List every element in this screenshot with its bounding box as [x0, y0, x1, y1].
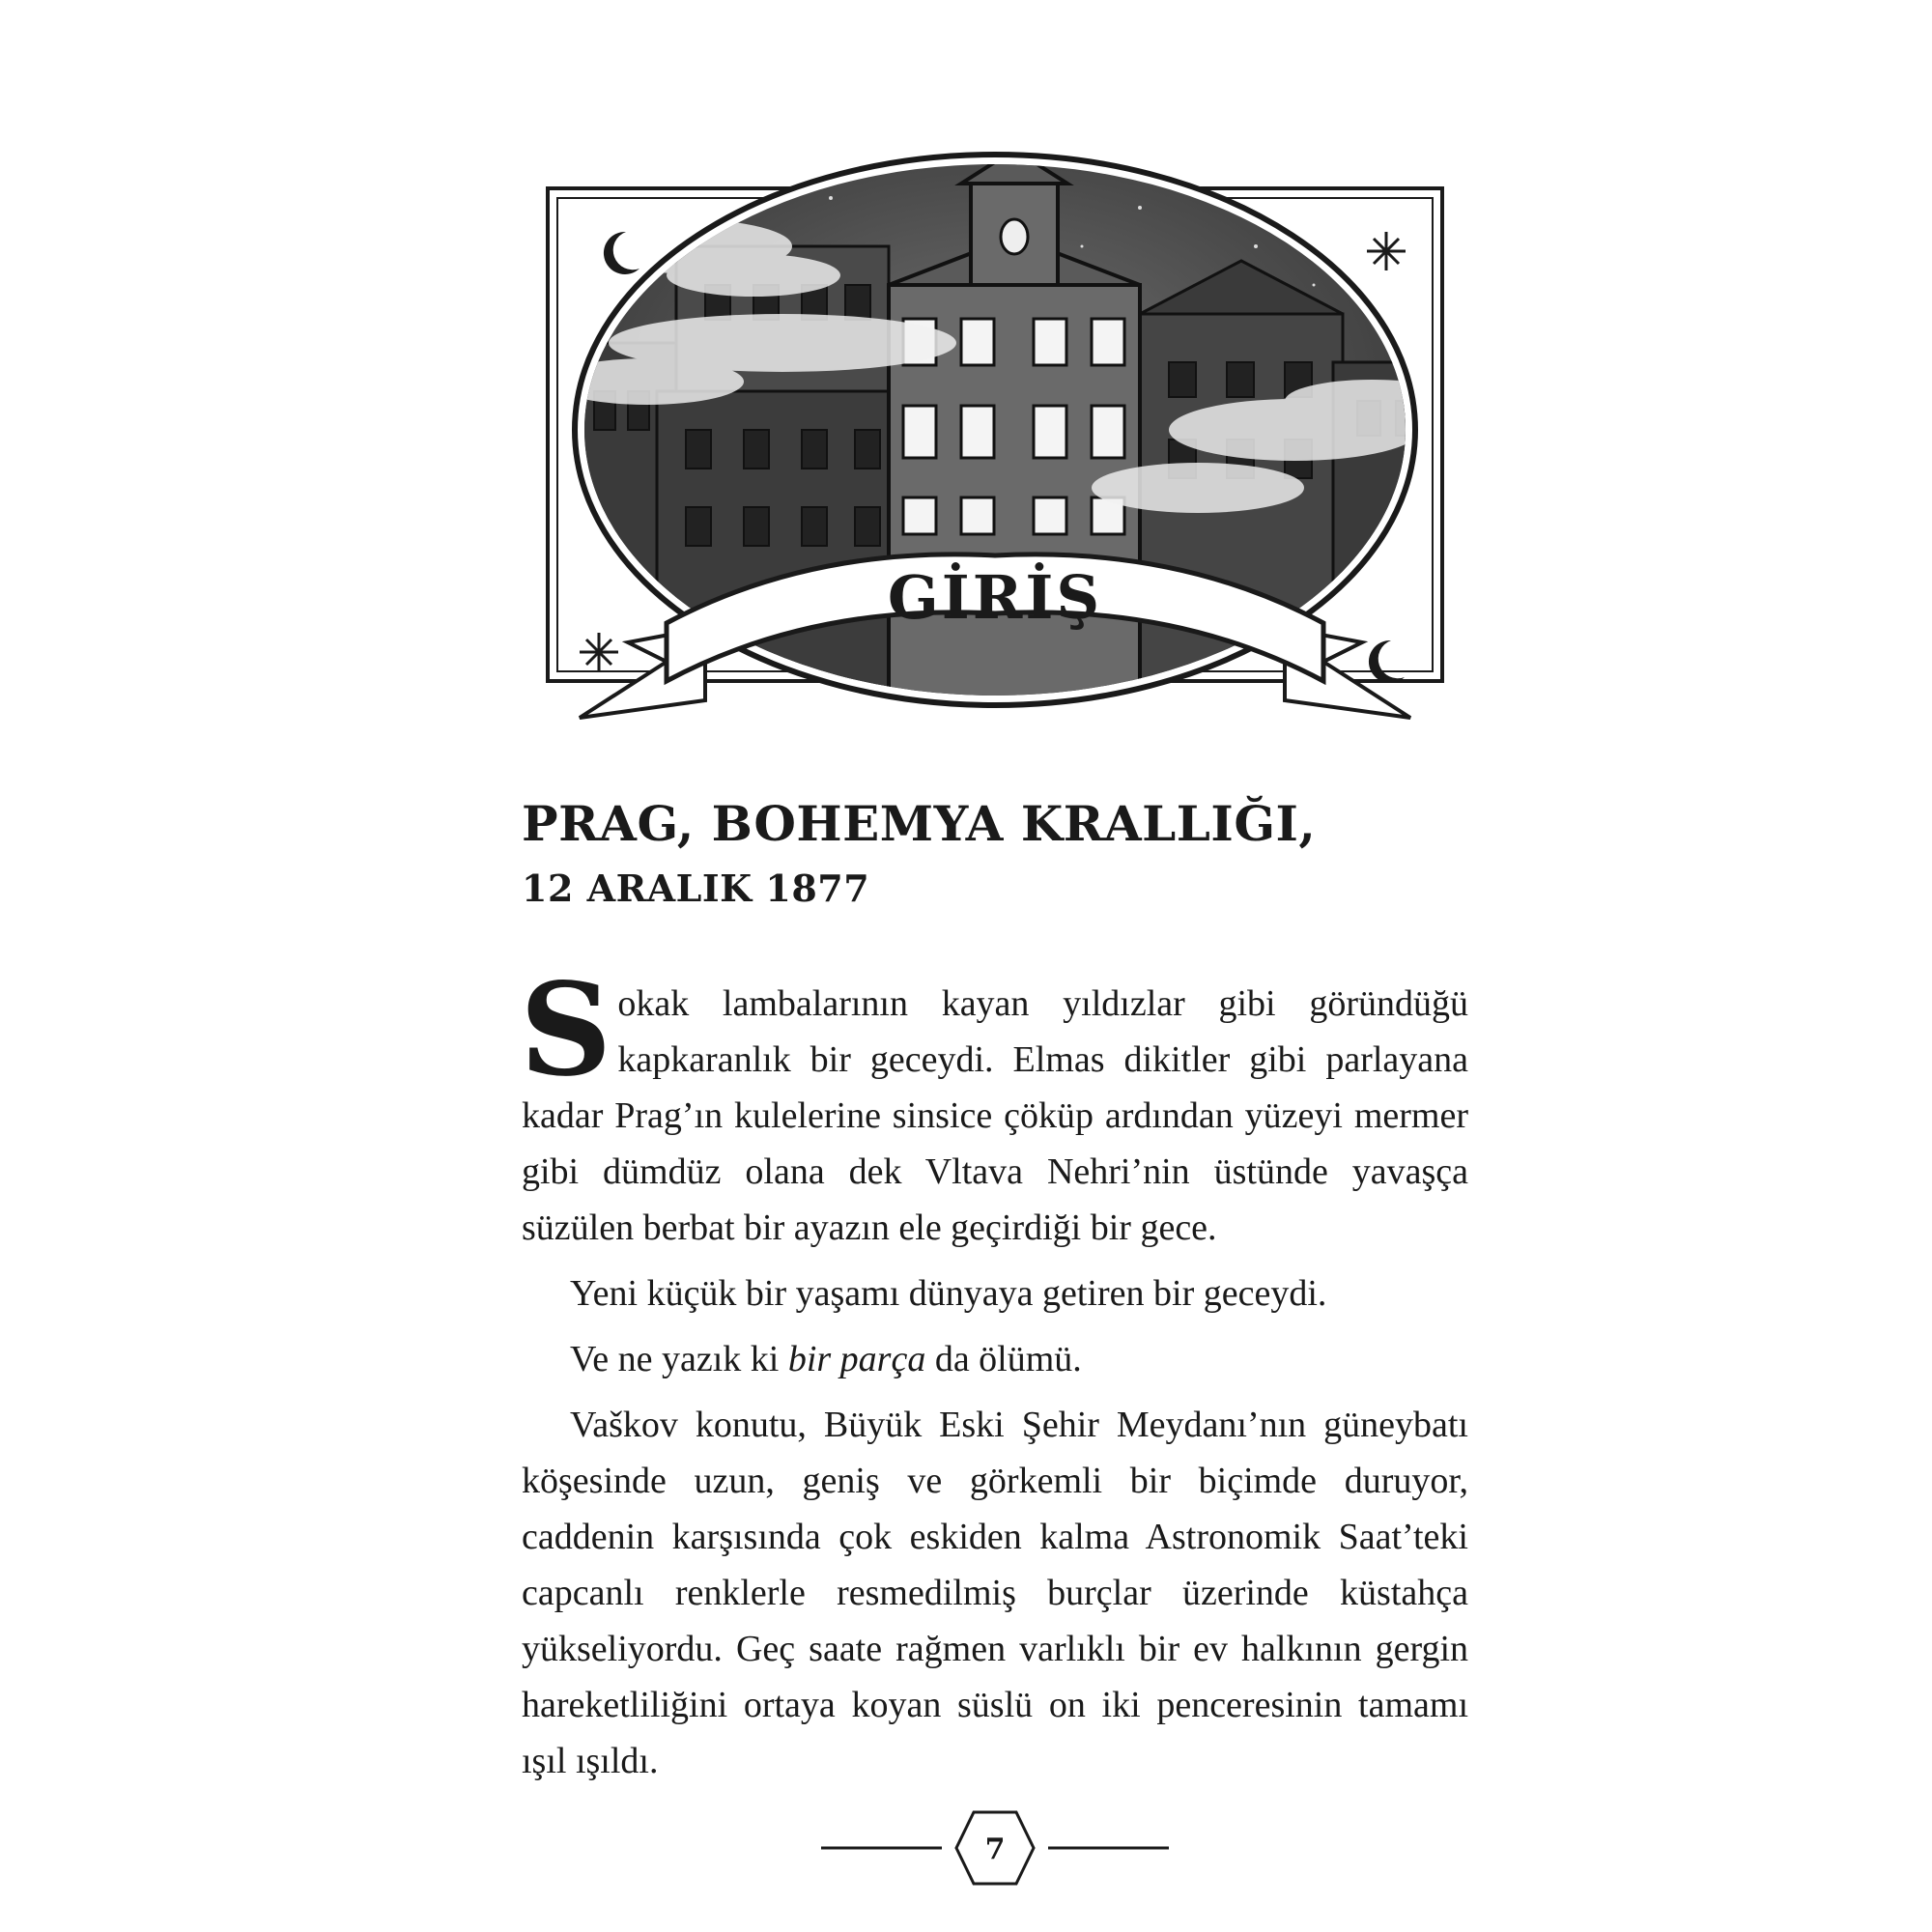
- star-icon: [1367, 232, 1406, 270]
- crescent-moon-icon: [1369, 640, 1405, 683]
- paragraph-3: [522, 1331, 1468, 1387]
- paragraph-1: [520, 955, 1468, 1256]
- star-icon: [580, 633, 618, 671]
- chapter-heading: [522, 792, 1488, 916]
- paragraph-3-post: da ölümü.: [925, 1339, 1082, 1379]
- chapter-illustration: [522, 140, 1468, 744]
- heading-place: PRAG, BOHEMYA KRALLIĞI,: [522, 795, 1317, 852]
- crescent-moon-icon: [604, 232, 639, 274]
- paragraph-2: Yeni küçük bir yaşamı dünyaya getiren bir geceydi.: [570, 1273, 1327, 1314]
- paragraph-3-pre: Ve ne yazık ki: [570, 1339, 788, 1379]
- paragraph-3-emphasis: bir parça: [787, 1339, 926, 1379]
- drop-cap: S: [520, 955, 612, 1105]
- page-footer: [821, 1804, 1169, 1891]
- body-text: [520, 955, 1468, 1789]
- page-number: 7: [984, 1833, 1006, 1866]
- paragraph-4: Vaškov konutu, Büyük Eski Şehir Meydanı’nın güneybatı köşesinde uzun, geniş ve görkemli bir biçimde duruyor, caddenin karşısında çok eskiden kalma Astronomik Saat’teki capcanlı renklerle resmedilmiş burçlar üzerinde küstahça yükseliyordu. Geç saate rağmen varlıklı bir ev halkının gergin hareketliliğini ortaya koyan süslü on iki penceresinin tamamı ışıl ışıldı.: [522, 1405, 1468, 1781]
- heading-date: 12 ARALIK 1877: [522, 867, 870, 910]
- paragraph-1-text: okak lambalarının kayan yıldızlar gibi göründüğü kapkaranlık bir geceydi. Elmas dikitler gibi parlayana kadar Prag’ın kulelerine sinsice çöküp ardından yüzeyi mermer gibi dümdüz olana dek Vltava Nehri’nin üstünde yavaşça süzülen berbat bir ayazın ele geçirdiği bir gece.: [522, 983, 1468, 1248]
- chapter-title: GİRİŞ: [887, 562, 1103, 633]
